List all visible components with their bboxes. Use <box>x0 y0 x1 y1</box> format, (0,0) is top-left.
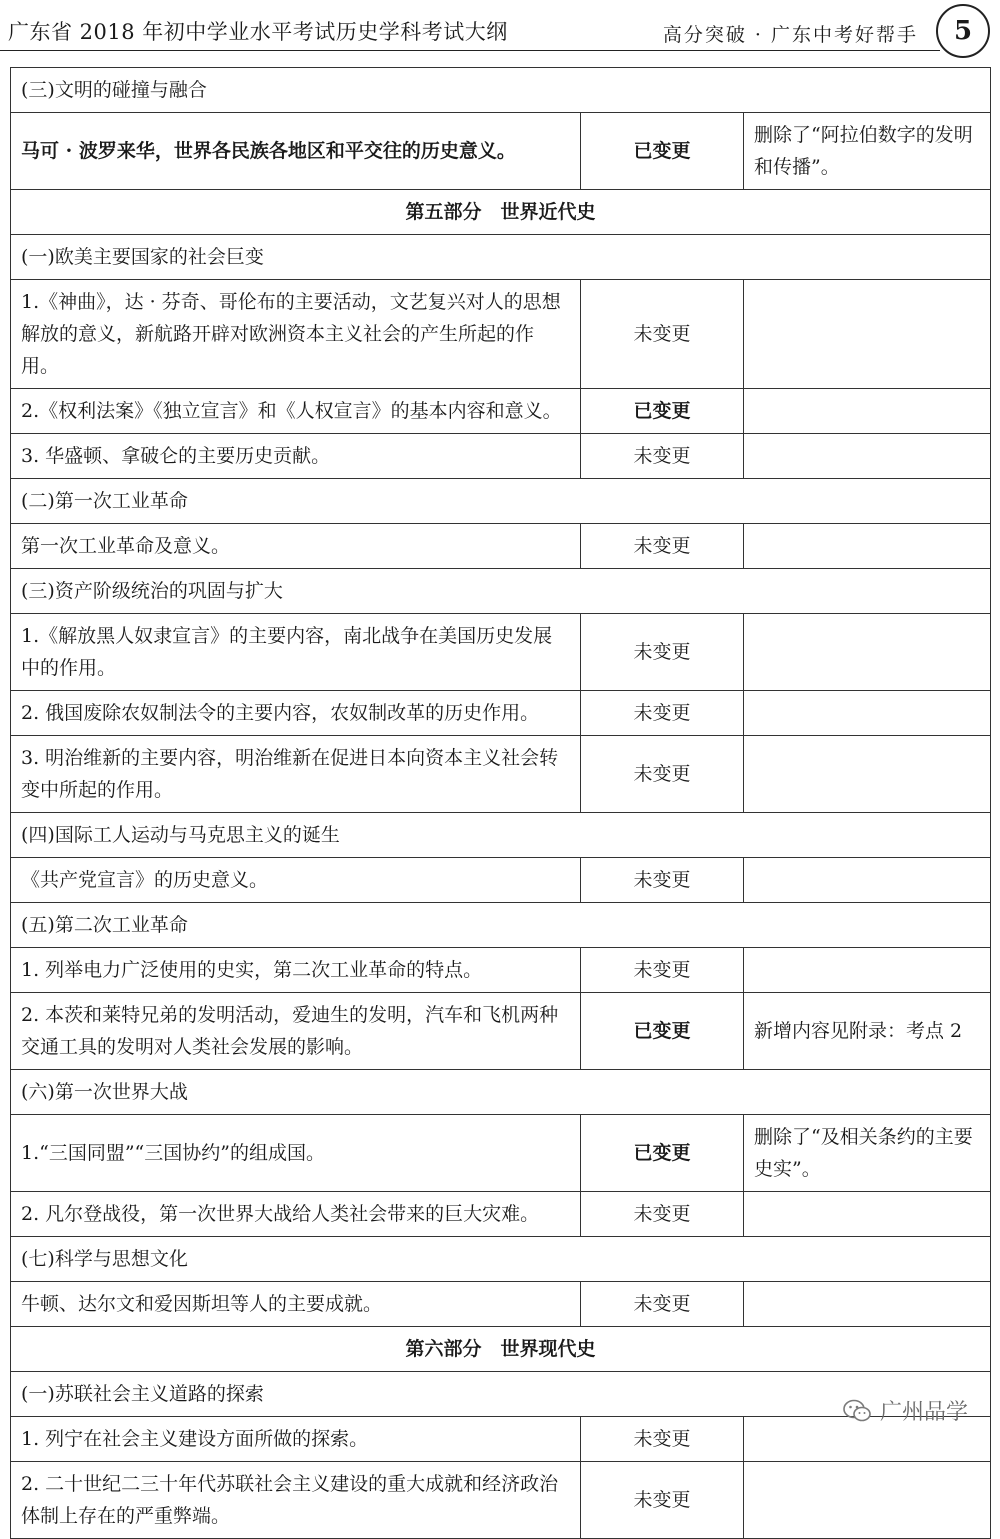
note-cell: 删除了“阿拉伯数字的发明和传播”。 <box>744 113 991 190</box>
note-cell <box>744 1192 991 1237</box>
header-rule <box>0 50 940 51</box>
requirement-cell: 1.《解放黑人奴隶宣言》的主要内容，南北战争在美国历史发展中的作用。 <box>11 614 581 691</box>
requirement-cell: 2.《权利法案》《独立宣言》和《人权宣言》的基本内容和意义。 <box>11 389 581 434</box>
requirement-cell: 3. 华盛顿、拿破仑的主要历史贡献。 <box>11 434 581 479</box>
part-heading: 第六部分 世界现代史 <box>11 1327 991 1372</box>
table-row <box>11 1115 991 1192</box>
status-cell: 未变更 <box>581 1462 744 1539</box>
requirement-cell: 1. 列宁在社会主义建设方面所做的探索。 <box>11 1417 581 1462</box>
status-cell: 未变更 <box>581 1192 744 1237</box>
section-heading: (五)第二次工业革命 <box>11 903 991 948</box>
requirement-cell: 2. 本茨和莱特兄弟的发明活动，爱迪生的发明，汽车和飞机两种交通工具的发明对人类社会发展的影响。 <box>11 993 581 1070</box>
part-heading: 第五部分 世界近代史 <box>11 190 991 235</box>
status-cell: 未变更 <box>581 280 744 389</box>
note-cell <box>744 858 991 903</box>
note-cell: 删除了“及相关条约的主要史实”。 <box>744 1115 991 1192</box>
section-heading: (一)苏联社会主义道路的探索 <box>11 1372 991 1417</box>
status-cell: 未变更 <box>581 1417 744 1462</box>
wechat-icon <box>842 1398 872 1424</box>
table-row <box>11 736 991 813</box>
requirement-cell: 第一次工业革命及意义。 <box>11 524 581 569</box>
exam-outline-table <box>10 67 991 1539</box>
table-row <box>11 280 991 389</box>
status-cell: 未变更 <box>581 614 744 691</box>
section-heading-row <box>11 68 991 113</box>
section-heading: (七)科学与思想文化 <box>11 1237 991 1282</box>
requirement-cell: 《共产党宣言》的历史意义。 <box>11 858 581 903</box>
requirement-cell: 3. 明治维新的主要内容，明治维新在促进日本向资本主义社会转变中所起的作用。 <box>11 736 581 813</box>
status-cell: 未变更 <box>581 434 744 479</box>
requirement-cell: 1. 列举电力广泛使用的史实，第二次工业革命的特点。 <box>11 948 581 993</box>
part-heading-row <box>11 190 991 235</box>
table-row <box>11 858 991 903</box>
section-heading-row <box>11 479 991 524</box>
note-cell <box>744 1282 991 1327</box>
section-heading: (二)第一次工业革命 <box>11 479 991 524</box>
page-number: 5 <box>936 4 990 58</box>
note-cell: 新增内容见附录：考点 2 <box>744 993 991 1070</box>
status-cell: 已变更 <box>581 389 744 434</box>
status-cell: 未变更 <box>581 736 744 813</box>
note-cell <box>744 434 991 479</box>
table-row <box>11 389 991 434</box>
section-heading-row <box>11 1070 991 1115</box>
watermark-text: 广州品学 <box>879 1400 968 1425</box>
table-row <box>11 691 991 736</box>
status-cell: 未变更 <box>581 1282 744 1327</box>
status-cell: 未变更 <box>581 948 744 993</box>
requirement-cell: 2. 凡尔登战役，第一次世界大战给人类社会带来的巨大灾难。 <box>11 1192 581 1237</box>
outline-table-body <box>11 68 991 1539</box>
section-heading-row <box>11 903 991 948</box>
section-heading-row <box>11 569 991 614</box>
document-title: 广东省 2018 年初中学业水平考试历史学科考试大纲 <box>8 20 508 44</box>
table-row <box>11 948 991 993</box>
status-cell: 已变更 <box>581 993 744 1070</box>
section-heading: (六)第一次世界大战 <box>11 1070 991 1115</box>
table-row <box>11 1282 991 1327</box>
requirement-cell: 1.《神曲》，达 · 芬奇、哥伦布的主要活动，文艺复兴对人的思想解放的意义，新航路开辟对欧洲资本主义社会的产生所起的作用。 <box>11 280 581 389</box>
table-row <box>11 993 991 1070</box>
section-heading: (四)国际工人运动与马克思主义的诞生 <box>11 813 991 858</box>
requirement-cell: 1.“三国同盟”“三国协约”的组成国。 <box>11 1115 581 1192</box>
note-cell <box>744 691 991 736</box>
note-cell <box>744 1462 991 1539</box>
section-heading-row <box>11 235 991 280</box>
note-cell <box>744 524 991 569</box>
status-cell: 未变更 <box>581 858 744 903</box>
table-row <box>11 113 991 190</box>
requirement-cell: 2. 二十世纪二三十年代苏联社会主义建设的重大成就和经济政治体制上存在的严重弊端。 <box>11 1462 581 1539</box>
table-row <box>11 614 991 691</box>
status-cell: 未变更 <box>581 524 744 569</box>
section-heading: (三)资产阶级统治的巩固与扩大 <box>11 569 991 614</box>
part-heading-row <box>11 1327 991 1372</box>
section-heading: (一)欧美主要国家的社会巨变 <box>11 235 991 280</box>
section-heading: (三)文明的碰撞与融合 <box>11 68 991 113</box>
requirement-cell: 马可 · 波罗来华，世界各民族各地区和平交往的历史意义。 <box>11 113 581 190</box>
section-heading-row <box>11 813 991 858</box>
page-header <box>0 0 1000 62</box>
series-title: 高分突破 · 广东中考好帮手 <box>662 24 918 46</box>
section-heading-row <box>11 1237 991 1282</box>
note-cell <box>744 389 991 434</box>
note-cell <box>744 948 991 993</box>
requirement-cell: 2. 俄国废除农奴制法令的主要内容，农奴制改革的历史作用。 <box>11 691 581 736</box>
requirement-cell: 牛顿、达尔文和爱因斯坦等人的主要成就。 <box>11 1282 581 1327</box>
watermark <box>842 1395 968 1426</box>
note-cell <box>744 614 991 691</box>
table-row <box>11 1462 991 1539</box>
table-row <box>11 1192 991 1237</box>
table-row <box>11 524 991 569</box>
note-cell <box>744 736 991 813</box>
table-row <box>11 434 991 479</box>
status-cell: 未变更 <box>581 691 744 736</box>
status-cell: 已变更 <box>581 113 744 190</box>
note-cell <box>744 280 991 389</box>
status-cell: 已变更 <box>581 1115 744 1192</box>
